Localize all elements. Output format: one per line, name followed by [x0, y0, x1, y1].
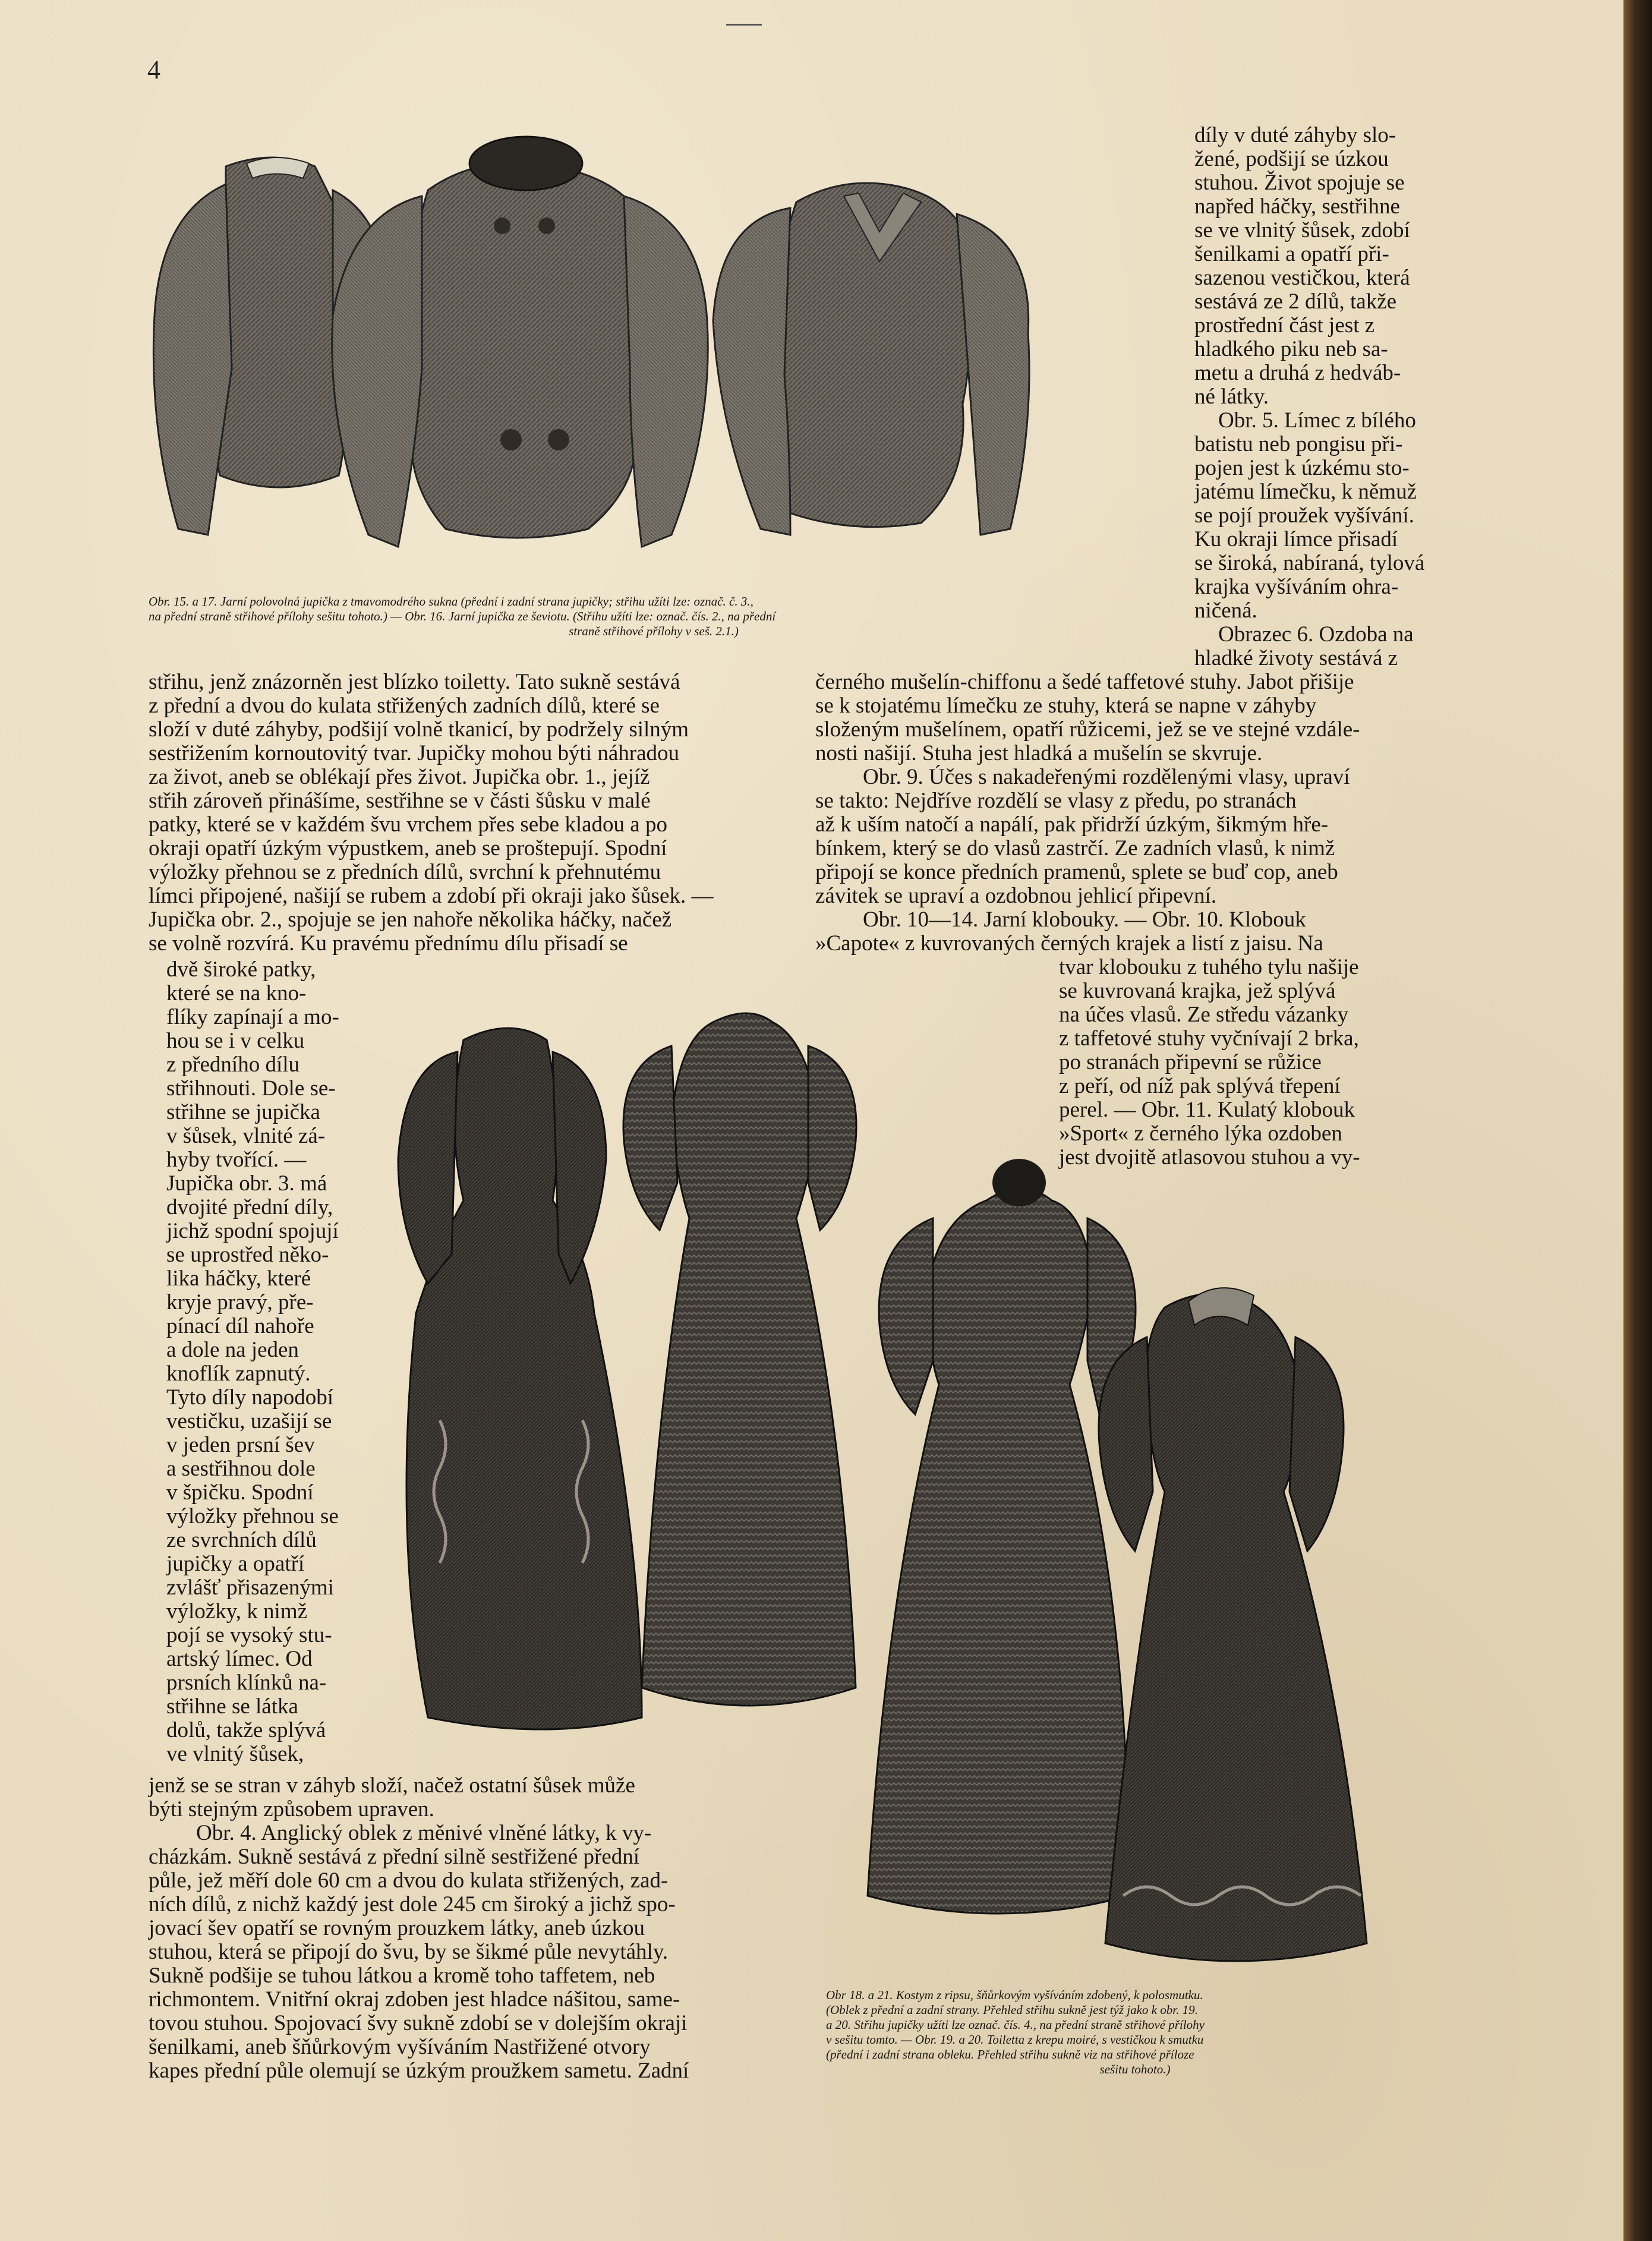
text-line: hladkého piku neb sa-	[1194, 337, 1388, 361]
text-line: né látky.	[1194, 384, 1269, 409]
caption-line: (přední i zadní strana obleku. Přehled střihu sukně viz na střihové příloze	[826, 2047, 1194, 2062]
text-line: jenž se se stran v záhyb složí, načež ostatní šůsek může	[149, 1773, 635, 1798]
text-line: lika háčky, které	[166, 1266, 311, 1291]
text-line: ničená.	[1194, 598, 1257, 623]
caption-line: Obr 18. a 21. Kostym z ripsu, šňůrkovým vyšíváním zdobený, k polosmutku.	[826, 1988, 1203, 2002]
text-line: z taffetové stuhy vyčnívají 2 brka,	[1059, 1026, 1359, 1051]
text-line: flíky zapínají a mo-	[166, 1005, 339, 1029]
text-line: batistu neb pongisu při-	[1194, 432, 1403, 456]
text-line: prsních klínků na-	[166, 1670, 327, 1695]
text-line: hyby tvořící. —	[166, 1148, 307, 1172]
text-line: sestává ze 2 dílů, takže	[1194, 289, 1397, 314]
text-line: býti stejným způsobem upraven.	[149, 1797, 434, 1821]
text-line: pojí se vysoký stu-	[166, 1623, 332, 1647]
left-column-bottom	[149, 1774, 784, 2083]
text-line: černého mušelín-chiffonu a šedé taffetové stuhy. Jabot přišije	[815, 670, 1354, 694]
text-line: jest dvojitě atlasovou stuhou a vy-	[1059, 1145, 1360, 1170]
text-line: Obrazec 6. Ozdoba na	[1218, 622, 1414, 647]
text-line: šenilkami, aneb šňůrkovým vyšíváním Nastřižené otvory	[149, 2035, 651, 2059]
text-line: okraji opatří úzkým výpustkem, aneb se proštepují. Spodní	[149, 836, 667, 861]
caption-line: straně střihové přílohy v seš. 2.1.)	[569, 624, 739, 638]
text-line: z předního dílu	[166, 1052, 300, 1077]
text-line: výložky přehnou se	[166, 1504, 339, 1528]
text-line: se kuvrovaná krajka, jež splývá	[1059, 979, 1336, 1003]
text-line: jovací šev opatří se rovným prouzkem látky, aneb úzkou	[149, 1916, 645, 1940]
text-line: zvlášť přisazenými	[166, 1575, 334, 1600]
text-line: díly v duté záhyby slo-	[1194, 123, 1396, 147]
gown-ribbed-back	[1099, 1288, 1367, 1961]
text-line: se k stojatému límečku ze stuhy, která se napne v záhyby	[815, 694, 1317, 718]
text-line: střih zároveň přinášíme, sestřihne se v části šůsku v malé	[149, 789, 651, 813]
text-line: »Sport« z černého lýka ozdoben	[1059, 1121, 1342, 1146]
caption-line: v sešitu tomto. — Obr. 19. a 20. Toiletta z krepu moiré, s vestičkou k smutku	[826, 2032, 1204, 2047]
text-line: krajka vyšíváním ohra-	[1194, 575, 1399, 599]
text-line: jatému límečku, k němuž	[1194, 480, 1417, 504]
text-line: bínkem, který se do vlasů zastrčí. Ze zadních vlasů, k nimž	[815, 836, 1335, 861]
caption-line: na přední straně střihové přílohy sešitu tohoto.) — Obr. 16. Jarní jupička ze ševiotu. (Střihu užíti lze: označ. čís. 2., na přední	[149, 609, 776, 623]
text-line: jupičky a opatří	[166, 1552, 305, 1576]
right-column-top	[1194, 124, 1456, 670]
text-line: a dole na jeden	[166, 1338, 299, 1362]
text-line: závitek se upraví a ozdobnou jehlicí připevní.	[815, 884, 1217, 908]
text-line: v špičku. Spodní	[166, 1480, 314, 1505]
text-line: a sestřihnou dole	[166, 1457, 316, 1481]
text-line: dolů, takže splývá	[166, 1718, 326, 1742]
text-line: ních dílů, z nichž každý jest dole 245 cm široký a jichž spo-	[149, 1892, 676, 1917]
text-line: Jupička obr. 3. má	[166, 1171, 327, 1196]
text-line: Ku okraji límce přisadí	[1194, 527, 1398, 551]
text-line: se ve vlnitý šůsek, zdobí	[1194, 218, 1410, 242]
text-line: Obr. 9. Účes s nakadeřenými rozdělenými vlasy, upraví	[863, 765, 1350, 789]
text-line: Tyto díly napodobí	[166, 1385, 334, 1410]
text-line: se uprostřed něko-	[166, 1243, 329, 1267]
gown-moire-front	[623, 1013, 856, 1706]
text-line: Jupička obr. 2., spojuje se jen nahoře několika háčky, načež	[149, 907, 672, 932]
text-line: šenilkami a opatří při-	[1194, 242, 1389, 266]
jacket-lapels	[713, 183, 1029, 535]
text-line: tvar klobouku z tuhého tylu našije	[1059, 955, 1359, 979]
text-line: za život, aneb se oblékají přes život. Jupička obr. 1., jejíž	[149, 765, 650, 789]
text-line: výložky přehnou se z předních dílů, svrchní k přehnutému	[149, 860, 661, 884]
text-line: z peří, od níž pak splývá třepení	[1059, 1074, 1341, 1098]
text-line: kapes přední půle olemují se úzkým proužkem sametu. Zadní	[149, 2059, 689, 2083]
text-line: ze svrchních dílů	[166, 1528, 317, 1552]
text-line: Obr. 4. Anglický oblek z měnivé vlněné látky, k vy-	[196, 1821, 652, 1845]
text-line: které se na kno-	[166, 981, 307, 1006]
top-figure-caption	[149, 594, 1159, 639]
text-line: vestičku, uzašijí se	[166, 1409, 332, 1433]
jackets-illustration	[137, 119, 1111, 576]
text-line: sazenou vestičkou, která	[1194, 266, 1410, 290]
text-line: pojen jest k úzkému sto-	[1194, 456, 1410, 480]
text-line: knoflík zapnutý.	[166, 1361, 311, 1386]
text-line: hou se i v celku	[166, 1029, 305, 1053]
bottom-figure-caption	[826, 1988, 1444, 2077]
jacket-fur-collar	[332, 137, 708, 547]
book-spine	[1623, 0, 1652, 2241]
caption-line: a 20. Střihu jupičky užíti lze označ. čís. 4., na přední straně střihové přílohy	[826, 2018, 1205, 2032]
text-line: tovou stuhou. Spojovací švy sukně zdobí se v dolejším okraji	[149, 2011, 688, 2035]
text-line: Obr. 10—14. Jarní klobouky. — Obr. 10. Klobouk	[863, 907, 1306, 932]
top-ornament	[726, 24, 762, 26]
text-line: výložky, k nimž	[166, 1599, 308, 1624]
text-line: hladké životy sestává z	[1194, 646, 1398, 670]
text-line: půle, jež měří dole 60 cm a dvou do kulata střižených, zad-	[149, 1868, 669, 1893]
text-line: dvě široké patky,	[166, 957, 316, 982]
text-line: cházkám. Sukně sestává z přední silně sestřižené přední	[149, 1845, 640, 1869]
left-column-wide	[149, 670, 784, 956]
gown-moire-vest	[868, 1159, 1136, 1914]
caption-line: Obr. 15. a 17. Jarní polovolná jupička z tmavomodrého sukna (přední i zadní strana jupičky; střihu užíti lze: označ. č. 3.,	[149, 594, 754, 609]
text-line: složeným mušelínem, opatří růžicemi, jež se ve stejné vzdále-	[815, 717, 1360, 742]
text-line: na účes vlasů. Ze středu vázanky	[1059, 1003, 1348, 1027]
text-line: po stranách připevní se růžice	[1059, 1050, 1322, 1074]
caption-line: sešitu tohoto.)	[1099, 2062, 1171, 2076]
text-line: střihu, jenž znázorněn jest blízko toiletty. Tato sukně sestává	[149, 670, 680, 694]
text-line: »Capote« z kuvrovaných černých krajek a listí z jaisu. Na	[815, 931, 1323, 956]
text-line: pínací díl nahoře	[166, 1314, 314, 1338]
text-line: jichž spodní spojují	[166, 1219, 339, 1243]
text-line: se takto: Nejdříve rozdělí se vlasy z předu, po stranách	[815, 789, 1297, 813]
text-line: z přední a dvou do kulata střižených zadních dílů, které se	[149, 694, 660, 718]
text-line: prostřední část jest z	[1194, 313, 1375, 338]
text-line: napřed háčky, sestřihne	[1194, 194, 1400, 219]
text-line: artský límec. Od	[166, 1647, 313, 1671]
text-line: se široká, nabíraná, tylová	[1194, 551, 1425, 575]
text-line: složí v duté záhyby, podšijí volně tkanicí, by podržely silným	[149, 717, 689, 742]
gown-ribbed-suit	[398, 1028, 642, 1729]
text-line: střihne se jupička	[166, 1100, 320, 1124]
text-line: kryje pravý, pře-	[166, 1290, 314, 1315]
text-line: richmontem. Vnitřní okraj zdoben jest hladce nášitou, same-	[149, 1987, 680, 2012]
left-column-narrow	[166, 958, 380, 1766]
text-line: metu a druhá z hedváb-	[1194, 361, 1401, 385]
text-line: v jeden prsní šev	[166, 1433, 315, 1457]
text-line: střihne se látka	[166, 1694, 298, 1719]
text-line: stuhou, která se připojí do švu, by se šikmé půle nevytáhly.	[149, 1940, 669, 1964]
text-line: patky, které se v každém švu vrchem přes sebe kladou a po	[149, 812, 667, 837]
text-line: se volně rozvírá. Ku pravému přednímu dílu přisadí se	[149, 931, 628, 956]
page-number: 4	[147, 55, 160, 84]
text-line: sestřižením kornoutovitý tvar. Jupičky mohou býti náhradou	[149, 741, 680, 765]
text-line: dvojité přední díly,	[166, 1195, 333, 1219]
text-line: žené, podšijí se úzkou	[1194, 147, 1389, 171]
text-line: Obr. 5. Límec z bílého	[1218, 408, 1416, 433]
text-line: perel. — Obr. 11. Kulatý klobouk	[1059, 1098, 1355, 1122]
text-line: ve vlnitý šůsek,	[166, 1742, 304, 1766]
text-line: límci připojené, našijí se rubem a zdobí při okraji jako šůsek. —	[149, 884, 714, 908]
caption-line: (Oblek z přední a zadní strany. Přehled střihu sukně jest týž jako k obr. 19.	[826, 2003, 1198, 2017]
text-line: připojí se konce předních pramenů, splete se buď cop, aneb	[815, 860, 1338, 884]
text-line: Sukně podšije se tuhou látkou a kromě toho taffetem, neb	[149, 1963, 655, 1988]
text-line: se pojí proužek vyšívání.	[1194, 503, 1414, 528]
text-line: až k uším natočí a napálí, pak přidrží úzkým, šikmým hře-	[815, 812, 1329, 837]
text-line: stuhou. Život spojuje se	[1194, 171, 1405, 195]
text-line: v šůsek, vlnité zá-	[166, 1124, 326, 1148]
text-line: střihnouti. Dole se-	[166, 1076, 336, 1101]
text-line: nosti našijí. Stuha jest hladká a mušelín se skvruje.	[815, 741, 1263, 765]
